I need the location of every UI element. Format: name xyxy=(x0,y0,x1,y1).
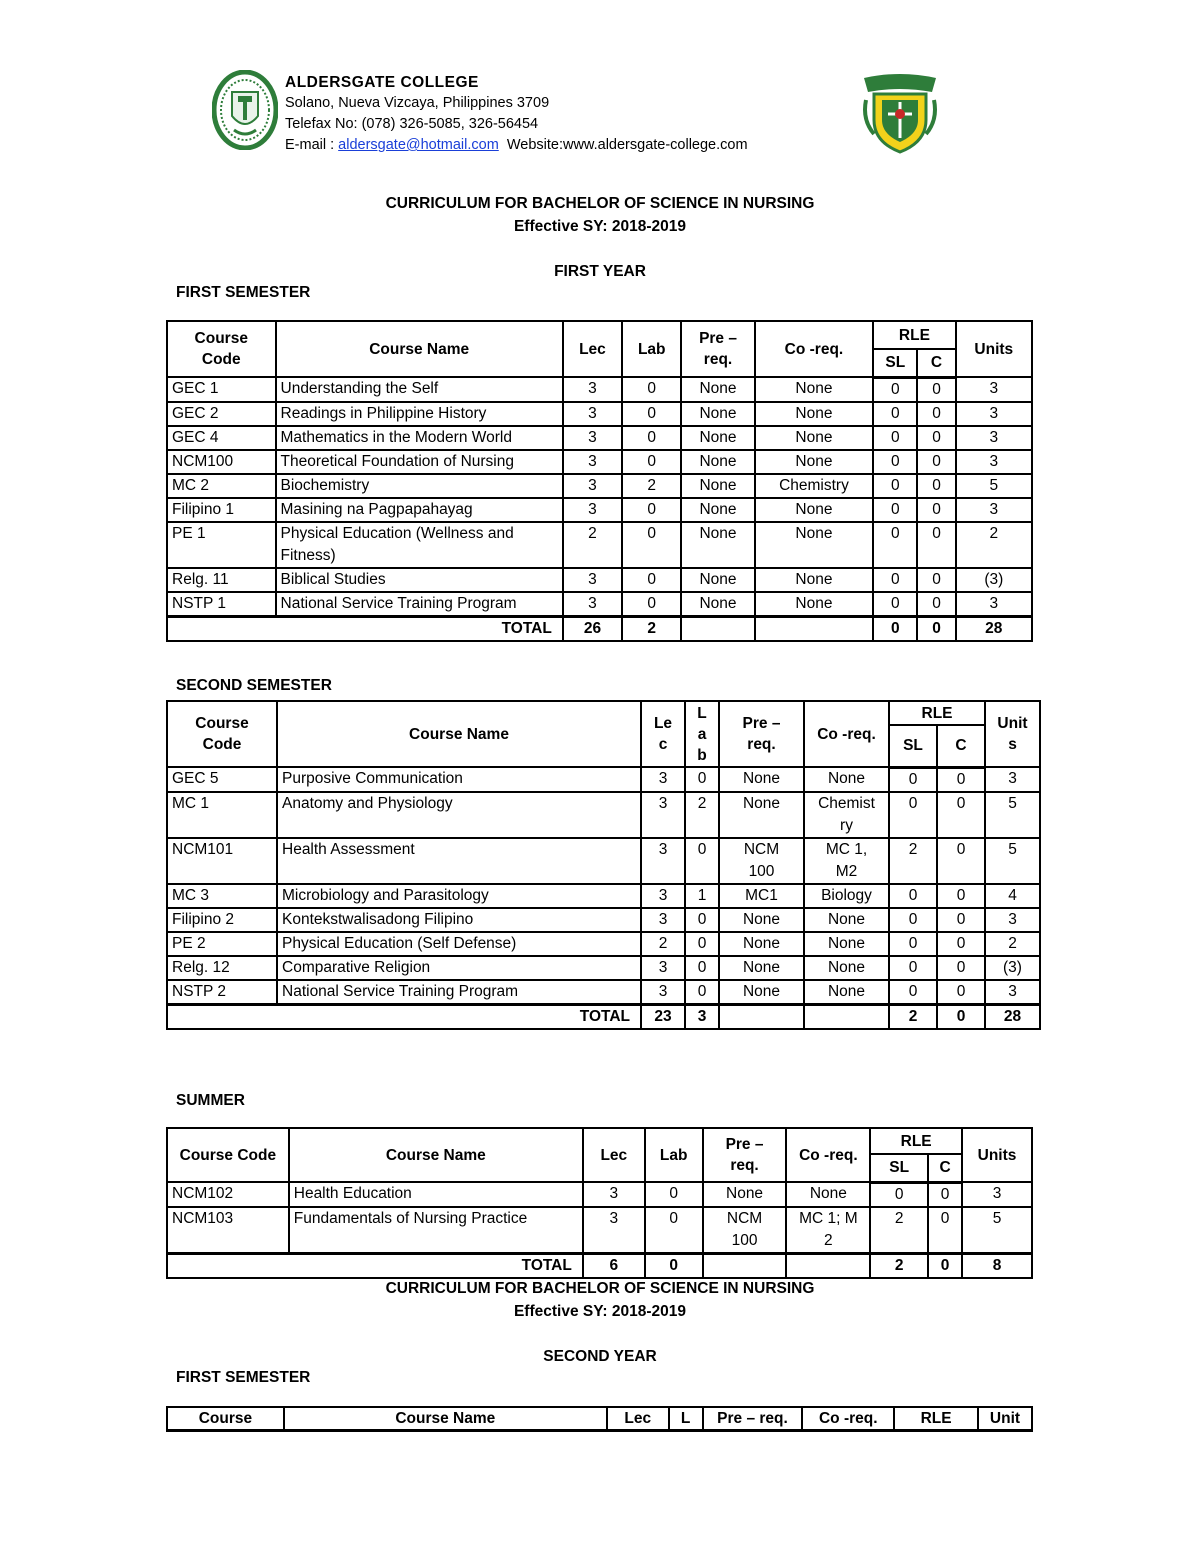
cell-lab: 0 xyxy=(622,592,681,617)
col-lec: Le c xyxy=(641,701,685,767)
table-row xyxy=(167,426,1032,450)
cell-lab: 0 xyxy=(645,1207,703,1254)
effective-year-2: Effective SY: 2018-2019 xyxy=(513,1303,687,1320)
total-lab: 2 xyxy=(622,616,681,641)
cell-c: 0 xyxy=(917,474,955,498)
cell-units: 3 xyxy=(956,426,1032,450)
total-label: TOTAL xyxy=(167,1004,641,1029)
cell-pre: None xyxy=(681,498,754,522)
summer-rows xyxy=(167,1182,1032,1253)
summer-table xyxy=(166,1127,1033,1279)
col-rle-c: C xyxy=(937,725,985,767)
col-units: Unit xyxy=(978,1407,1032,1431)
table-row xyxy=(167,402,1032,426)
cell-co: None xyxy=(755,522,874,568)
cell-pre: None xyxy=(719,956,804,980)
col-rle: RLE xyxy=(894,1407,978,1431)
total-lec: 6 xyxy=(583,1253,645,1278)
cell-pre: None xyxy=(681,450,754,474)
cell-code: GEC 2 xyxy=(167,402,276,426)
cell-sl: 0 xyxy=(873,522,917,568)
cell-code: NSTP 1 xyxy=(167,592,276,617)
cell-name: National Service Training Program xyxy=(276,592,563,617)
table-row xyxy=(167,377,1032,402)
cell-code: GEC 1 xyxy=(167,377,276,402)
total-coreq xyxy=(786,1253,870,1278)
cell-sl: 0 xyxy=(889,956,937,980)
cell-lec: 3 xyxy=(641,767,685,792)
col-lab: Lab xyxy=(622,321,681,377)
cell-co: None xyxy=(804,956,889,980)
cell-units: 3 xyxy=(956,450,1032,474)
table-row xyxy=(167,592,1032,617)
cell-sl: 0 xyxy=(873,402,917,426)
cell-lec: 3 xyxy=(641,980,685,1005)
table-row xyxy=(167,450,1032,474)
cell-co: None xyxy=(804,767,889,792)
cell-lab: 0 xyxy=(622,426,681,450)
total-row xyxy=(167,616,1032,641)
cell-units: 3 xyxy=(956,402,1032,426)
cell-lab: 0 xyxy=(685,908,719,932)
cell-sl: 0 xyxy=(889,980,937,1005)
cell-c: 0 xyxy=(917,522,955,568)
cell-pre: None xyxy=(719,932,804,956)
col-course-name: Course Name xyxy=(284,1407,607,1431)
cell-name: Microbiology and Parasitology xyxy=(277,884,641,908)
col-rle: RLE xyxy=(873,321,955,349)
cell-co: None xyxy=(755,498,874,522)
cell-code: NCM100 xyxy=(167,450,276,474)
second-semester-rows xyxy=(167,767,1040,1004)
col-lab: L xyxy=(669,1407,703,1431)
cell-pre: NCM 100 xyxy=(703,1207,787,1254)
cell-lec: 3 xyxy=(563,426,622,450)
cell-lec: 2 xyxy=(563,522,622,568)
cell-lab: 0 xyxy=(685,980,719,1005)
semester-heading-second: SECOND SEMESTER xyxy=(176,677,332,694)
cell-name: National Service Training Program xyxy=(277,980,641,1005)
cell-co: Chemist ry xyxy=(804,792,889,838)
col-rle-c: C xyxy=(917,349,955,377)
col-course-code: Course Code xyxy=(167,1128,289,1182)
cell-c: 0 xyxy=(937,956,985,980)
cell-code: GEC 5 xyxy=(167,767,277,792)
col-coreq: Co -req. xyxy=(755,321,874,377)
cell-lec: 3 xyxy=(563,450,622,474)
cell-pre: None xyxy=(719,980,804,1005)
year-heading-first: FIRST YEAR xyxy=(554,263,646,280)
cell-units: 3 xyxy=(985,767,1040,792)
col-prereq: Pre – req. xyxy=(703,1128,787,1182)
cell-lec: 3 xyxy=(563,568,622,592)
col-units: Unit s xyxy=(985,701,1040,767)
cell-units: 5 xyxy=(985,838,1040,884)
second-semester-table xyxy=(166,700,1041,1030)
college-crest-logo xyxy=(860,70,940,156)
cell-c: 0 xyxy=(937,932,985,956)
col-lab: Lab xyxy=(645,1128,703,1182)
col-rle-sl: SL xyxy=(870,1154,928,1182)
cell-units: (3) xyxy=(985,956,1040,980)
total-label: TOTAL xyxy=(167,616,563,641)
col-coreq: Co -req. xyxy=(802,1407,894,1431)
cell-c: 0 xyxy=(937,767,985,792)
semester-heading-summer: SUMMER xyxy=(176,1092,245,1109)
cell-name: Mathematics in the Modern World xyxy=(276,426,563,450)
cell-co: None xyxy=(755,450,874,474)
col-prereq: Pre – req. xyxy=(681,321,754,377)
cell-sl: 0 xyxy=(873,498,917,522)
total-prereq xyxy=(681,616,754,641)
cell-co: None xyxy=(804,932,889,956)
cell-lec: 3 xyxy=(641,908,685,932)
total-c: 0 xyxy=(928,1253,962,1278)
cell-lec: 3 xyxy=(563,498,622,522)
cell-code: MC 2 xyxy=(167,474,276,498)
total-coreq xyxy=(755,616,874,641)
cell-co: None xyxy=(755,568,874,592)
cell-lab: 0 xyxy=(622,450,681,474)
col-lab: L a b xyxy=(685,701,719,767)
college-seal-logo xyxy=(212,70,278,150)
col-coreq: Co -req. xyxy=(786,1128,870,1182)
cell-code: PE 2 xyxy=(167,932,277,956)
col-lec: Lec xyxy=(563,321,622,377)
total-lab: 3 xyxy=(685,1004,719,1029)
cell-co: None xyxy=(755,426,874,450)
cell-pre: NCM 100 xyxy=(719,838,804,884)
col-units: Units xyxy=(962,1128,1032,1182)
cell-lab: 0 xyxy=(622,377,681,402)
col-course-name: Course Name xyxy=(276,321,563,377)
total-sl: 0 xyxy=(873,616,917,641)
cell-c: 0 xyxy=(937,980,985,1005)
total-c: 0 xyxy=(937,1004,985,1029)
cell-co: MC 1, M2 xyxy=(804,838,889,884)
college-telefax: Telefax No: (078) 326-5085, 326-56454 xyxy=(285,116,539,132)
email-label: E-mail : xyxy=(285,137,339,153)
cell-sl: 0 xyxy=(873,377,917,402)
total-sl: 2 xyxy=(889,1004,937,1029)
cell-code: NSTP 2 xyxy=(167,980,277,1005)
cell-name: Theoretical Foundation of Nursing xyxy=(276,450,563,474)
cell-units: 5 xyxy=(956,474,1032,498)
cell-code: Relg. 12 xyxy=(167,956,277,980)
cell-pre: None xyxy=(681,522,754,568)
cell-c: 0 xyxy=(937,908,985,932)
cell-code: NCM102 xyxy=(167,1182,289,1207)
cell-c: 0 xyxy=(917,377,955,402)
cell-sl: 0 xyxy=(889,792,937,838)
cell-lec: 3 xyxy=(641,792,685,838)
col-rle: RLE xyxy=(870,1128,962,1154)
cell-co: MC 1; M 2 xyxy=(786,1207,870,1254)
cell-c: 0 xyxy=(937,838,985,884)
cell-code: MC 1 xyxy=(167,792,277,838)
total-coreq xyxy=(804,1004,889,1029)
semester-heading-y2-first: FIRST SEMESTER xyxy=(176,1369,311,1386)
cell-c: 0 xyxy=(917,498,955,522)
cell-c: 0 xyxy=(917,426,955,450)
cell-name: Masining na Pagpapahayag xyxy=(276,498,563,522)
table-row xyxy=(167,884,1040,908)
college-contact-line xyxy=(285,135,748,156)
total-row xyxy=(167,1004,1040,1029)
total-prereq xyxy=(703,1253,787,1278)
col-course-code: Course Code xyxy=(167,701,277,767)
header-block xyxy=(285,72,748,156)
cell-code: MC 3 xyxy=(167,884,277,908)
cell-code: PE 1 xyxy=(167,522,276,568)
cell-units: 2 xyxy=(956,522,1032,568)
cell-code: Filipino 2 xyxy=(167,908,277,932)
curriculum-title: CURRICULUM FOR BACHELOR OF SCIENCE IN NURSING xyxy=(385,195,815,212)
email-link[interactable]: aldersgate@hotmail.com xyxy=(338,137,499,153)
table-row xyxy=(167,1182,1032,1207)
cell-name: Understanding the Self xyxy=(276,377,563,402)
cell-c: 0 xyxy=(937,884,985,908)
cell-pre: None xyxy=(703,1182,787,1207)
cell-sl: 0 xyxy=(873,568,917,592)
college-name: ALDERSGATE COLLEGE xyxy=(285,74,479,91)
cell-lec: 3 xyxy=(641,884,685,908)
cell-sl: 0 xyxy=(889,884,937,908)
cell-name: Comparative Religion xyxy=(277,956,641,980)
table-row xyxy=(167,767,1040,792)
cell-lec: 3 xyxy=(641,956,685,980)
cell-name: Readings in Philippine History xyxy=(276,402,563,426)
cell-name: Health Assessment xyxy=(277,838,641,884)
cell-c: 0 xyxy=(928,1207,962,1254)
cell-units: 3 xyxy=(956,592,1032,617)
cell-units: 3 xyxy=(956,377,1032,402)
cell-units: 2 xyxy=(985,932,1040,956)
cell-sl: 2 xyxy=(889,838,937,884)
col-rle-c: C xyxy=(928,1154,962,1182)
cell-pre: None xyxy=(681,377,754,402)
cell-name: Biochemistry xyxy=(276,474,563,498)
cell-units: 3 xyxy=(962,1182,1032,1207)
cell-code: NCM103 xyxy=(167,1207,289,1254)
cell-name: Biblical Studies xyxy=(276,568,563,592)
cell-units: 3 xyxy=(985,980,1040,1005)
table-row xyxy=(167,908,1040,932)
cell-code: GEC 4 xyxy=(167,426,276,450)
cell-co: None xyxy=(786,1182,870,1207)
col-course-code: Course Code xyxy=(167,321,276,377)
year-heading-second: SECOND YEAR xyxy=(543,1348,657,1365)
cell-sl: 0 xyxy=(889,908,937,932)
cell-lec: 3 xyxy=(583,1182,645,1207)
cell-units: 5 xyxy=(962,1207,1032,1254)
cell-co: None xyxy=(755,402,874,426)
cell-lec: 3 xyxy=(563,377,622,402)
table-row xyxy=(167,956,1040,980)
cell-co: Biology xyxy=(804,884,889,908)
cell-lec: 3 xyxy=(563,402,622,426)
cell-name: Health Education xyxy=(289,1182,583,1207)
cell-lab: 0 xyxy=(685,767,719,792)
cell-name: Purposive Communication xyxy=(277,767,641,792)
col-lec: Lec xyxy=(607,1407,669,1431)
cell-pre: None xyxy=(719,767,804,792)
table-row xyxy=(167,980,1040,1005)
col-rle-sl: SL xyxy=(889,725,937,767)
y2-first-semester-table xyxy=(166,1406,1033,1432)
cell-pre: None xyxy=(681,402,754,426)
cell-lab: 0 xyxy=(685,932,719,956)
cell-c: 0 xyxy=(917,592,955,617)
cell-units: 5 xyxy=(985,792,1040,838)
cell-c: 0 xyxy=(928,1182,962,1207)
cell-sl: 0 xyxy=(873,474,917,498)
college-address: Solano, Nueva Vizcaya, Philippines 3709 xyxy=(285,95,550,111)
table-row xyxy=(167,1207,1032,1254)
cell-lab: 0 xyxy=(645,1182,703,1207)
col-coreq: Co -req. xyxy=(804,701,889,767)
cell-pre: None xyxy=(681,474,754,498)
total-units: 28 xyxy=(985,1004,1040,1029)
col-units: Units xyxy=(956,321,1032,377)
cell-co: None xyxy=(755,377,874,402)
cell-lec: 2 xyxy=(641,932,685,956)
cell-name: Fundamentals of Nursing Practice xyxy=(289,1207,583,1254)
cell-c: 0 xyxy=(937,792,985,838)
cell-sl: 2 xyxy=(870,1207,928,1254)
cell-lab: 2 xyxy=(685,792,719,838)
table-row xyxy=(167,474,1032,498)
cell-pre: None xyxy=(719,792,804,838)
cell-lab: 0 xyxy=(685,956,719,980)
col-lec: Lec xyxy=(583,1128,645,1182)
cell-name: Physical Education (Self Defense) xyxy=(277,932,641,956)
table-row xyxy=(167,932,1040,956)
cell-name: Physical Education (Wellness and Fitness) xyxy=(276,522,563,568)
curriculum-title-2: CURRICULUM FOR BACHELOR OF SCIENCE IN NURSING xyxy=(385,1280,815,1297)
cell-lab: 1 xyxy=(685,884,719,908)
total-prereq xyxy=(719,1004,804,1029)
cell-code: Filipino 1 xyxy=(167,498,276,522)
cell-lab: 2 xyxy=(622,474,681,498)
total-sl: 2 xyxy=(870,1253,928,1278)
semester-heading-first: FIRST SEMESTER xyxy=(176,284,311,301)
cell-sl: 0 xyxy=(873,450,917,474)
total-label: TOTAL xyxy=(167,1253,583,1278)
cell-sl: 0 xyxy=(873,426,917,450)
cell-code: Relg. 11 xyxy=(167,568,276,592)
cell-co: Chemistry xyxy=(755,474,874,498)
table-row xyxy=(167,792,1040,838)
cell-lab: 0 xyxy=(622,522,681,568)
cell-sl: 0 xyxy=(889,767,937,792)
col-prereq: Pre – req. xyxy=(719,701,804,767)
cell-units: 4 xyxy=(985,884,1040,908)
cell-units: 3 xyxy=(985,908,1040,932)
total-row xyxy=(167,1253,1032,1278)
cell-c: 0 xyxy=(917,402,955,426)
cell-name: Kontekstwalisadong Filipino xyxy=(277,908,641,932)
col-course-code: Course xyxy=(167,1407,284,1431)
col-prereq: Pre – req. xyxy=(703,1407,803,1431)
total-c: 0 xyxy=(917,616,955,641)
col-course-name: Course Name xyxy=(277,701,641,767)
cell-lec: 3 xyxy=(563,474,622,498)
total-lab: 0 xyxy=(645,1253,703,1278)
cell-lab: 0 xyxy=(622,568,681,592)
col-rle-sl: SL xyxy=(873,349,917,377)
first-semester-rows xyxy=(167,377,1032,616)
table-row xyxy=(167,568,1032,592)
cell-pre: None xyxy=(681,568,754,592)
cell-units: 3 xyxy=(956,498,1032,522)
cell-lab: 0 xyxy=(685,838,719,884)
total-lec: 23 xyxy=(641,1004,685,1029)
total-units: 8 xyxy=(962,1253,1032,1278)
cell-co: None xyxy=(755,592,874,617)
col-course-name: Course Name xyxy=(289,1128,583,1182)
cell-co: None xyxy=(804,908,889,932)
col-rle: RLE xyxy=(889,701,985,725)
cell-pre: None xyxy=(681,592,754,617)
cell-name: Anatomy and Physiology xyxy=(277,792,641,838)
cell-co: None xyxy=(804,980,889,1005)
cell-c: 0 xyxy=(917,450,955,474)
first-semester-table xyxy=(166,320,1033,642)
cell-units: (3) xyxy=(956,568,1032,592)
cell-sl: 0 xyxy=(870,1182,928,1207)
website-text: Website:www.aldersgate-college.com xyxy=(506,137,748,153)
total-units: 28 xyxy=(956,616,1032,641)
cell-lab: 0 xyxy=(622,402,681,426)
table-row xyxy=(167,838,1040,884)
table-row xyxy=(167,498,1032,522)
total-lec: 26 xyxy=(563,616,622,641)
cell-sl: 0 xyxy=(873,592,917,617)
cell-pre: MC1 xyxy=(719,884,804,908)
cell-code: NCM101 xyxy=(167,838,277,884)
cell-pre: None xyxy=(719,908,804,932)
cell-pre: None xyxy=(681,426,754,450)
cell-c: 0 xyxy=(917,568,955,592)
table-row xyxy=(167,522,1032,568)
cell-lec: 3 xyxy=(641,838,685,884)
cell-sl: 0 xyxy=(889,932,937,956)
effective-year: Effective SY: 2018-2019 xyxy=(513,218,687,235)
cell-lab: 0 xyxy=(622,498,681,522)
cell-lec: 3 xyxy=(583,1207,645,1254)
cell-lec: 3 xyxy=(563,592,622,617)
